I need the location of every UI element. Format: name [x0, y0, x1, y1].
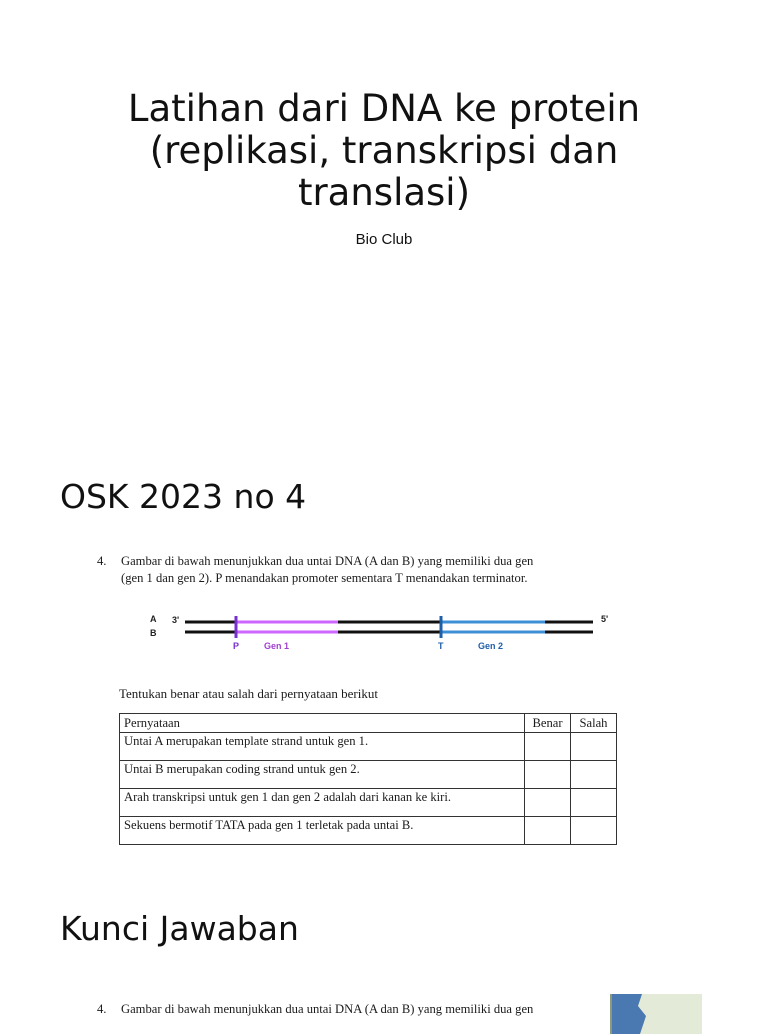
true-cell [525, 817, 571, 845]
table-row [120, 789, 617, 817]
false-cell [571, 789, 617, 817]
false-cell [571, 761, 617, 789]
strand-a-label: A [150, 614, 157, 624]
answer-number: 4. [97, 1002, 107, 1016]
answer-heading: Kunci Jawaban [60, 909, 299, 948]
table-row [120, 733, 617, 761]
answer-scan [93, 1000, 648, 1024]
question-scan [93, 548, 648, 848]
strand-b-label: B [150, 628, 157, 638]
question-number: 4. [97, 554, 107, 568]
gene2-label: Gen 2 [478, 641, 504, 651]
header-statement: Pernyataan [120, 714, 525, 733]
end-right-label: 5' [601, 614, 609, 624]
header-true: Benar [525, 714, 571, 733]
table-row [120, 817, 617, 845]
question-line-2: (gen 1 dan gen 2). P menandakan promoter sementara T menandakan terminator. [121, 571, 528, 585]
question-line-1 [97, 554, 533, 569]
true-cell [525, 789, 571, 817]
promoter-label: P [233, 641, 240, 651]
thumbnail-svg [612, 994, 702, 1034]
question-heading: OSK 2023 no 4 [60, 477, 307, 516]
slide-subtitle: Bio Club [355, 231, 413, 248]
terminator-label: T [438, 641, 444, 651]
false-cell [571, 817, 617, 845]
false-cell [571, 733, 617, 761]
true-cell [525, 761, 571, 789]
question-instruction: Tentukan benar atau salah dari pernyataan berikut [119, 686, 378, 701]
question-text-1: Gambar di bawah menunjukkan dua untai DNA (A dan B) yang memiliki dua gen [121, 554, 534, 568]
dna-svg [93, 612, 648, 652]
answer-line-1 [97, 1002, 533, 1017]
table-row [120, 761, 617, 789]
gene1-label: Gen 1 [264, 641, 290, 651]
true-cell [525, 733, 571, 761]
statement-cell: Sekuens bermotif TATA pada gen 1 terletak pada untai B. [120, 817, 525, 845]
answer-text-1: Gambar di bawah menunjukkan dua untai DNA (A dan B) yang memiliki dua gen [121, 1002, 534, 1016]
dna-diagram [93, 612, 648, 652]
statement-cell: Untai A merupakan template strand untuk gen 1. [120, 733, 525, 761]
end-left-label: 3' [172, 615, 180, 625]
slide-title: Latihan dari DNA ke protein (replikasi, transkripsi dan translasi) [127, 87, 641, 214]
statement-cell: Arah transkripsi untuk gen 1 dan gen 2 adalah dari kanan ke kiri. [120, 789, 525, 817]
thumbnail-shape [612, 994, 646, 1034]
answer-thumbnail-image [610, 994, 702, 1034]
statement-table [119, 713, 617, 845]
header-false: Salah [571, 714, 617, 733]
table-header-row [120, 714, 617, 733]
statement-cell: Untai B merupakan coding strand untuk gen 2. [120, 761, 525, 789]
